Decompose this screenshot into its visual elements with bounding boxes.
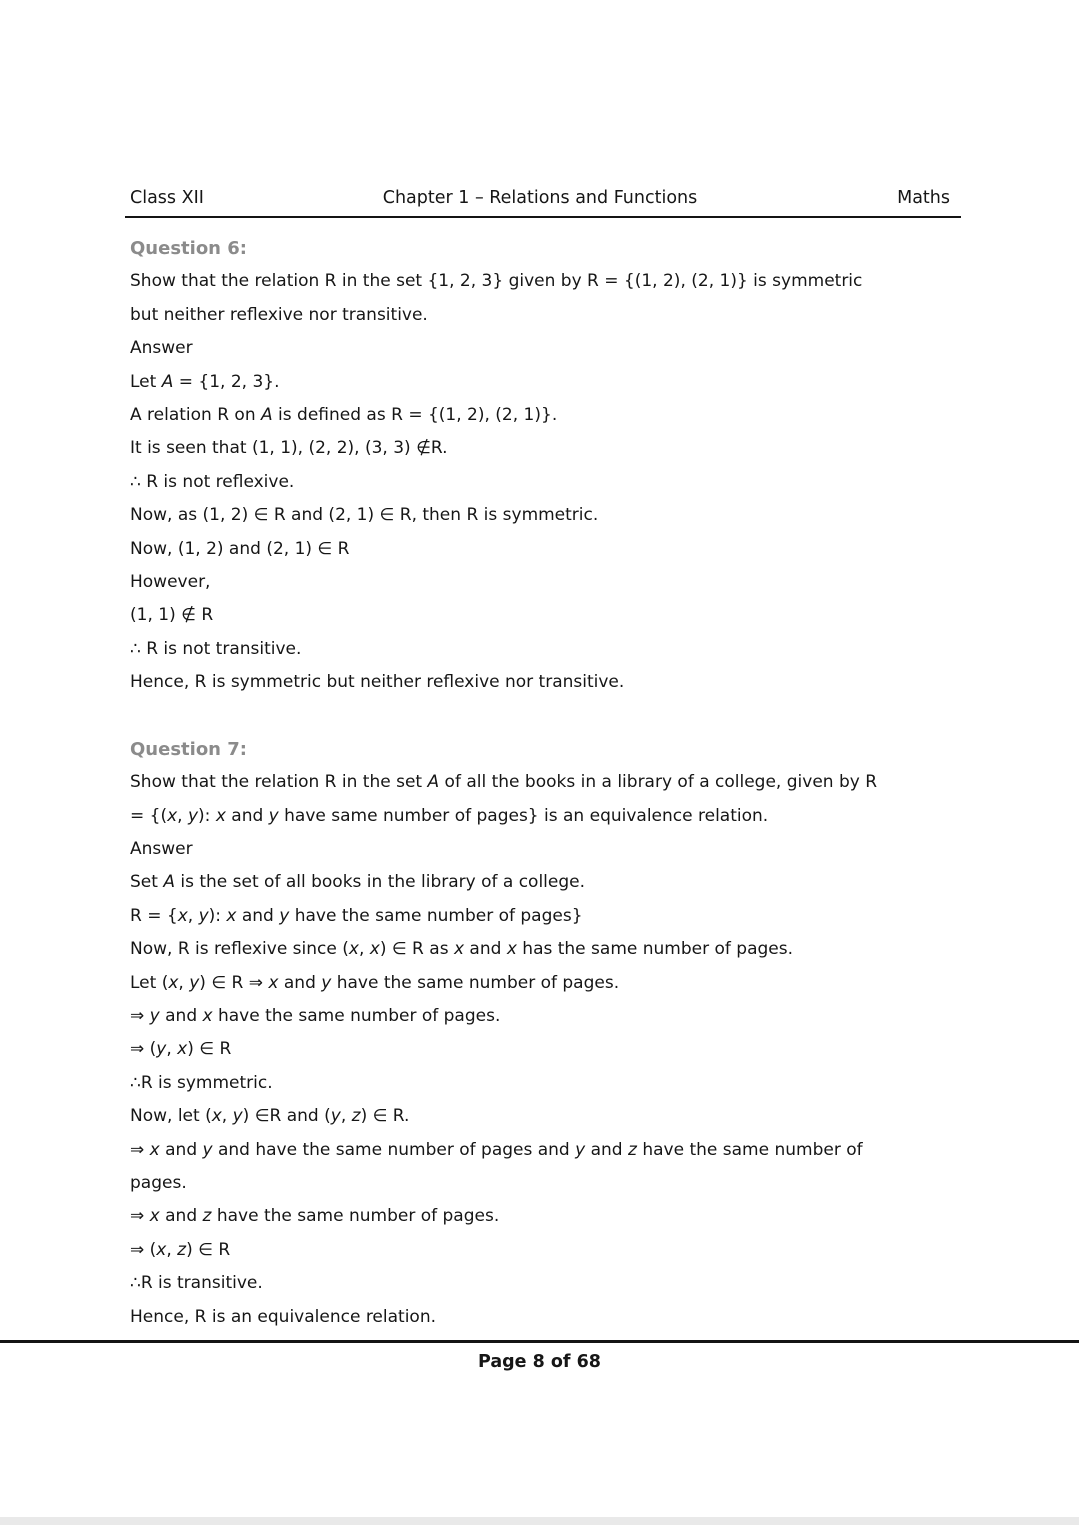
q6-statement-line-2: but neither reflexive nor transitive. xyxy=(130,304,428,325)
q6-answer-line-5: Now, as (1, 2) ∈ R and (2, 1) ∈ R, then R is symmetric. xyxy=(130,505,599,526)
footer-rule xyxy=(0,1340,1079,1343)
q6-statement-line-1: Show that the relation R in the set {1, 2, 3} given by R = {(1, 2), (2, 1)} is symmetric xyxy=(130,271,863,292)
q7-answer-line-14: Hence, R is an equivalence relation. xyxy=(130,1306,436,1327)
q6-answer-line-8: (1, 1) ∉ R xyxy=(130,605,214,626)
q7-statement-line-2: = {(x, y): x and y have same number of pages} is an equivalence relation. xyxy=(130,805,769,826)
q6-answer-line-9: ∴ R is not transitive. xyxy=(130,638,302,659)
q7-answer-line-8: Now, let (x, y) ∈R and (y, z) ∈ R. xyxy=(130,1106,410,1127)
q7-answer-line-7: ∴R is symmetric. xyxy=(130,1072,273,1093)
q7-answer-line-5: ⇒ y and x have the same number of pages. xyxy=(130,1005,501,1026)
q6-answer-line-2: A relation R on A is defined as R = {(1, 2), (2, 1)}. xyxy=(130,404,558,425)
q7-answer-line-9: ⇒ x and y and have the same number of pages and y and z have the same number of xyxy=(130,1139,863,1160)
q6-answer-line-3: It is seen that (1, 1), (2, 2), (3, 3) ∉R. xyxy=(130,438,448,459)
question-6-title: Question 6: xyxy=(130,238,247,259)
q6-answer-line-1: Let A = {1, 2, 3}. xyxy=(130,371,280,392)
q7-answer-line-12: ⇒ (x, z) ∈ R xyxy=(130,1239,231,1260)
header-chapter-title: Chapter 1 – Relations and Functions xyxy=(382,188,698,208)
q7-answer-line-6: ⇒ (y, x) ∈ R xyxy=(130,1039,232,1060)
content-blocks xyxy=(130,232,965,1334)
q6-answer-line-7: However, xyxy=(130,571,211,592)
bottom-bar xyxy=(0,1517,1079,1525)
section-gap xyxy=(130,699,965,732)
q7-answer-line-1: Set A is the set of all books in the library of a college. xyxy=(130,872,586,893)
q7-answer-line-10: pages. xyxy=(130,1172,187,1193)
q7-answer-label: Answer xyxy=(130,839,193,860)
header-subject-label: Maths xyxy=(897,188,950,208)
page-number-label: Page 8 of 68 xyxy=(477,1352,601,1372)
q6-answer-label: Answer xyxy=(130,338,193,359)
q7-answer-line-11: ⇒ x and z have the same number of pages. xyxy=(130,1206,500,1227)
q7-answer-line-4: Let (x, y) ∈ R ⇒ x and y have the same number of pages. xyxy=(130,972,620,993)
q7-answer-line-2: R = {x, y): x and y have the same number of pages} xyxy=(130,905,583,926)
q6-answer-line-4: ∴ R is not reflexive. xyxy=(130,471,295,492)
q6-answer-line-6: Now, (1, 2) and (2, 1) ∈ R xyxy=(130,538,350,559)
q7-answer-line-3: Now, R is reflexive since (x, x) ∈ R as x and x has the same number of pages. xyxy=(130,939,794,960)
q7-answer-line-13: ∴R is transitive. xyxy=(130,1273,263,1294)
q7-statement-line-1: Show that the relation R in the set A of all the books in a library of a college, given by R xyxy=(130,772,878,793)
question-7-title: Question 7: xyxy=(130,738,247,760)
header-rule xyxy=(125,216,961,218)
header-class-label: Class XII xyxy=(130,188,204,208)
q6-answer-line-10: Hence, R is symmetric but neither reflexive nor transitive. xyxy=(130,672,625,693)
page-footer xyxy=(0,1349,1079,1375)
